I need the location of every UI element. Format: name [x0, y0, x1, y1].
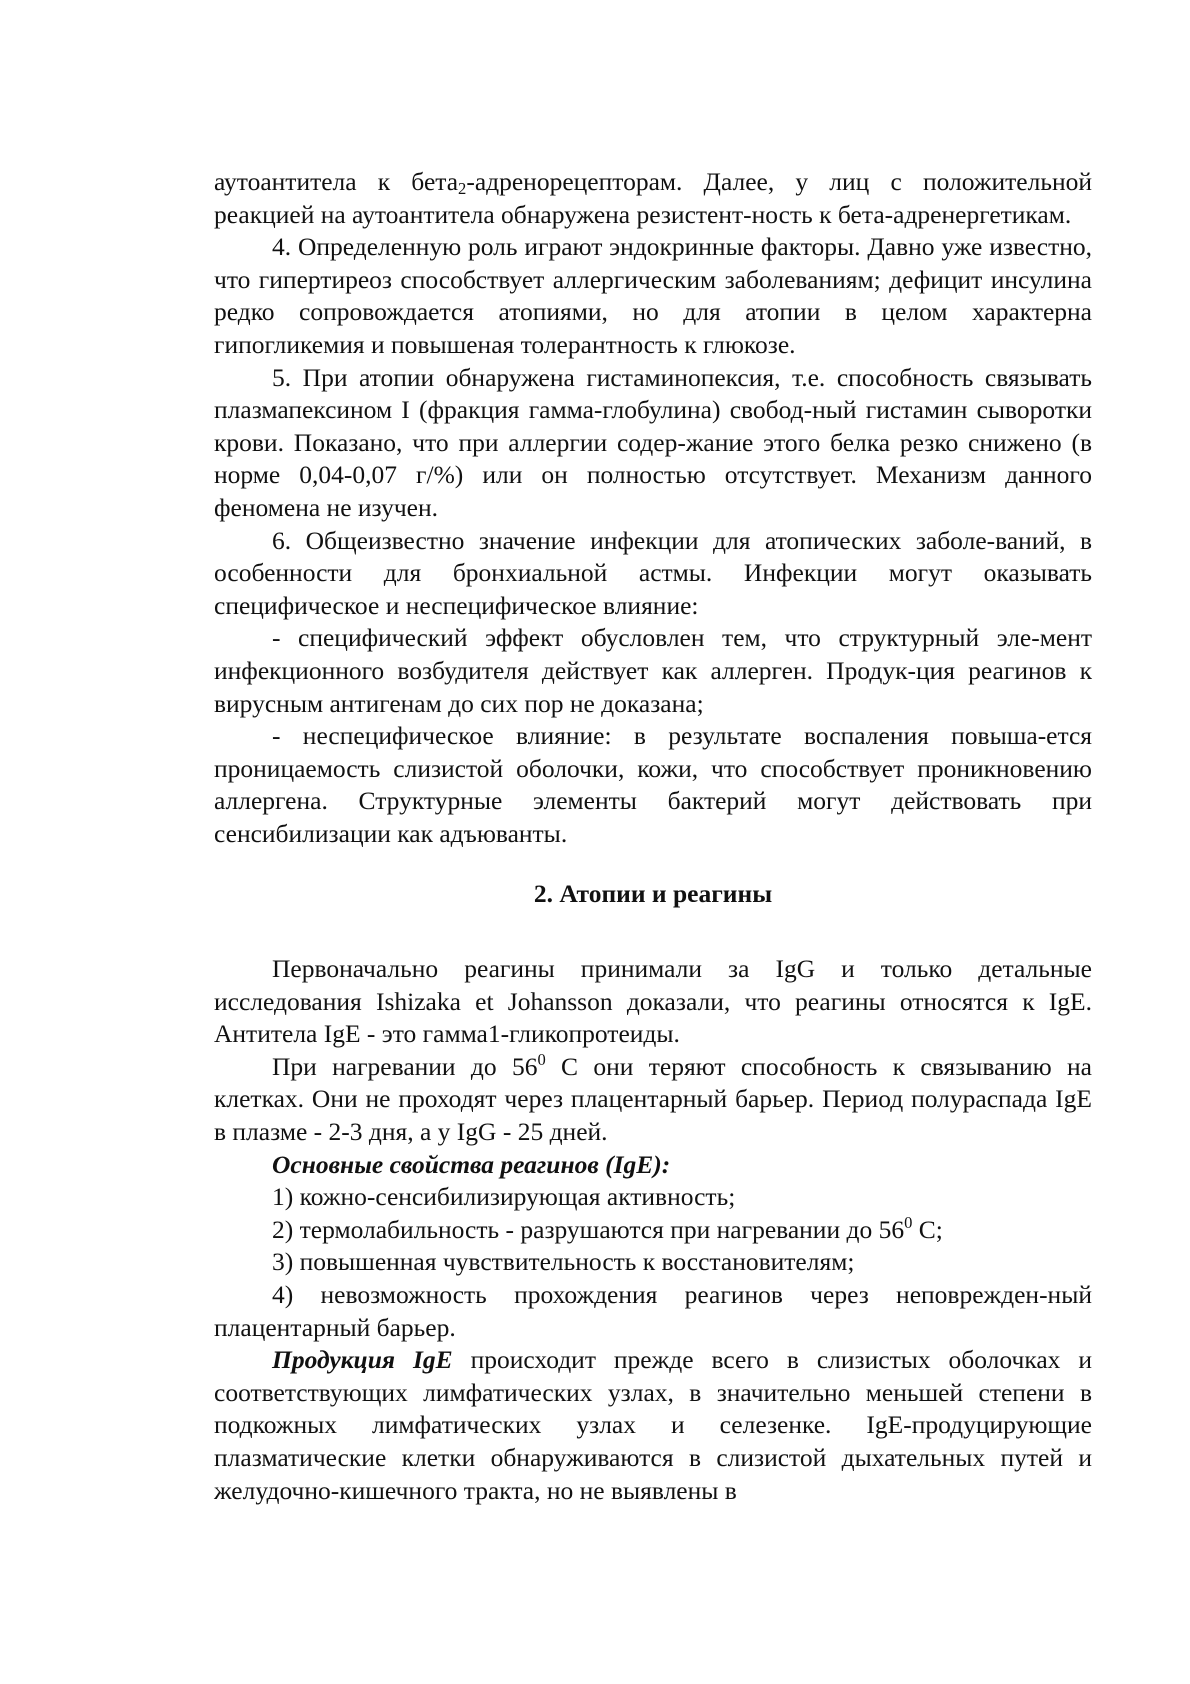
text: При нагревании до 56	[272, 1051, 538, 1081]
paragraph-nonspecific-effect: - неспецифическое влияние: в результате воспаления повыша-ется проницаемость слизистой оболочки, кожи, что способствует проникновению аллергена. Структурные элементы бактерий могут действовать при сенсибилизации как адъюванты.	[214, 721, 1092, 848]
document-page	[214, 166, 1092, 1507]
paragraph-specific-effect: - специфический эффект обусловлен тем, что структурный эле-мент инфекционного возбудителя действует как аллерген. Продук-ция реагинов к вирусным антигенам до сих пор не доказана;	[214, 623, 1092, 718]
section-heading: 2. Атопии и реагины	[533, 879, 773, 909]
properties-title: Основные свойства реагинов (IgE):	[272, 1149, 671, 1179]
text: аутоантитела к бета	[214, 167, 459, 196]
paragraph-heating	[214, 1051, 1092, 1149]
paragraph-infection: 6. Общеизвестно значение инфекции для атопических заболе-ваний, в особенности для бронхиальной астмы. Инфекции могут оказывать специфическое и неспецифическое влияние:	[214, 525, 1092, 620]
text: 2) термолабильность - разрушаются при нагревании до 56	[272, 1214, 905, 1244]
bold-italic-term: Продукция IgE	[272, 1345, 453, 1375]
paragraph-endocrine-factors: 4. Определенную роль играют эндокринные факторы. Давно уже известно, что гипертиреоз способствует аллергическим заболеваниям; дефицит инсулина редко сопровождается атопиями, но для атопии в целом характерна гипогликемия и повышеная толерантность к глюкозе.	[214, 232, 1092, 359]
subscript: 2	[458, 179, 467, 199]
paragraph-reagins-intro: Первоначально реагины принимали за IgG и только детальные исследования Ishizaka et Johansson доказали, что реагины относятся к IgE. Антитела IgE - это гамма1-гликопротеиды.	[214, 954, 1092, 1049]
property-item-3: 3) повышенная чувствительность к восстановителям;	[272, 1247, 855, 1277]
property-item-1: 1) кожно-сенсибилизирующая активность;	[272, 1182, 736, 1212]
paragraph-histaminopexy: 5. При атопии обнаружена гистаминопексия, т.е. способность связывать плазмапексином I (фракция гамма-глобулина) свобод-ный гистамин сыворотки крови. Показано, что при аллергии содер-жание этого белка резко снижено (в норме 0,04-0,07 г/%) или он полностью отсутствует. Механизм данного феномена не изучен.	[214, 362, 1092, 522]
paragraph-continuation	[214, 166, 1092, 231]
text: С;	[912, 1214, 943, 1244]
property-item-4: 4) невозможность прохождения реагинов через неповрежден-ный плацентарный барьер.	[214, 1280, 1092, 1342]
property-item-2	[214, 1214, 1092, 1247]
paragraph-ige-production	[214, 1344, 1092, 1507]
superscript: 0	[904, 1212, 913, 1232]
text: происходит прежде всего в слизистых оболочках и соответствующих лимфатических узлах, в значительно меньшей степени в подкожных лимфатических узлах и селезенке. IgE-продуцирующие плазматические клетки обнаруживаются в слизистой дыхательных путей и желудочно-кишечного тракта, но не выявлены в	[214, 1345, 1092, 1505]
superscript: 0	[537, 1049, 546, 1069]
text: -адренорецепторам. Далее, у лиц с положительной реакцией на аутоантитела обнаружена резистент-ность к бета-адренергетикам.	[214, 167, 1092, 229]
text: С они теряют способность к связыванию на клетках. Они не проходят через плацентарный барьер. Период полураспада IgE в плазме - 2-3 дня, а у IgG - 25 дней.	[214, 1051, 1092, 1147]
